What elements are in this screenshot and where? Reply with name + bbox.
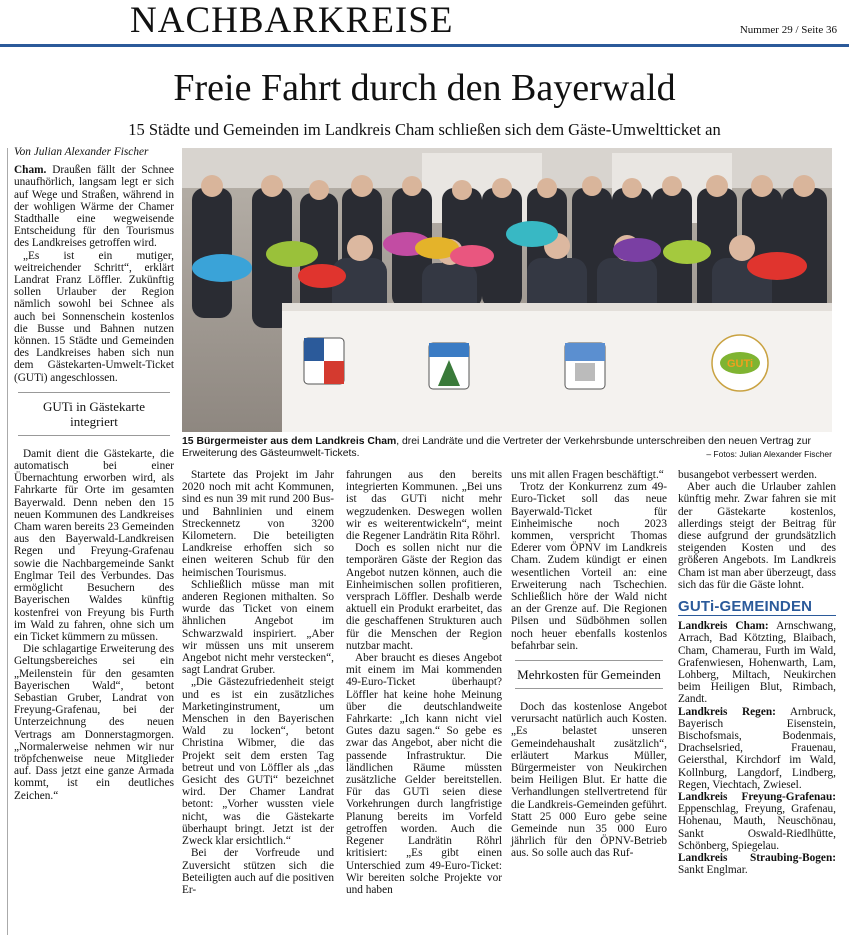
headline: Freie Fahrt durch den Bayerwald <box>173 67 676 109</box>
paragraph: Die schlagartige Erweiterung des Geltungsbereiches sei ein „Meilenstein für den gesamten Bayerischen Wald“, betont Sebastian Gruber, Landrat von Freyung-Grafenau, bei der Unterzeichnung des neuen Vertrags am Donnerstagmorgen. „Normalerweise nehmen wir nur tröpfchenweise neue Mitglieder auf. Dass jetzt eine ganze Armada kommt, ist ein deutliches Zeichen.“ <box>14 643 174 802</box>
municipality-list <box>678 706 836 791</box>
municipality-list <box>678 791 836 852</box>
paragraph: busangebot verbessert werden. <box>678 469 817 481</box>
article-photo <box>182 148 832 432</box>
list-text: Sankt Englmar. <box>678 864 748 877</box>
paragraph: Damit dient die Gästekarte, die automatisch bei einer Übernachtung erworben wird, als Fahrkarte für Orte im gesamten Bayerwald. Denn neben den 15 neuen Kommunen des Landkreises Cham waren bereits 23 Gemeinden aus den Bayerwald-Landkreisen Regen und Freyung-Grafenau sowie die Nachbargemeinde Sankt Englmar Teil des Verbundes. Das ermöglicht Besuchern des Bayerischen Waldes künftig kostenfrei von Freyung bis Furth im Wald zu fahren, ohne sich um ein Ticket kümmern zu müssen. <box>14 447 174 643</box>
paragraph: Doch es sollen nicht nur die temporären Gäste der Region das Angebot nutzen können, auch die Einheimischen sollen profitieren, versprach Löffler. Deshalb werde aktuell ein Produkt erarbeitet, das die geschaffenen Strukturen auch für die Menschen der Region nutzbar macht. <box>346 542 502 652</box>
list-text: Eppenschlag, Freyung, Grafenau, Hohenau, Mauth, Neuschönau, Sankt Oswald-Riedlhütte, Schönberg, Spiegelau. <box>678 803 836 852</box>
byline: Von Julian Alexander Fischer <box>14 146 149 158</box>
paragraph: fahrungen aus den bereits integrierten Kommunen. „Bei uns ist das GUTi nicht mehr wegzudenken. Deswegen wollen wir es weiterentwickeln“, meint die Regener Landrätin Rita Röhrl. <box>346 469 502 543</box>
article-column-1 <box>14 146 174 802</box>
article-column-4 <box>511 469 667 860</box>
paragraph: „Es ist ein mutiger, weitreichender Schritt“, erklärt Landrat Franz Löffler. Zukünftig sollen Urlauber der Region nämlich sowohl bei Schnee als auch bei Sonnenschein kostenlos die Busse und Bahnen nutzen können. 15 Städte und Gemeinden des Landkreises haben sich nun dem Gästekarten-Umwelt-Ticket (GUTi) angeschlossen. <box>14 249 174 384</box>
caption-bold: 15 Bürgermeister aus dem Landkreis Cham <box>182 436 397 447</box>
paragraph: „Die Gästezufriedenheit steigt und es ist ein zusätzliches Marketinginstrument, um Menschen in den Bayerischen Wald zu locken“, betont Christina Wibmer, die das Projekt seit dem ersten Tag betreut und von Löffler als „das Gesicht des GUTi“ bezeichnet wird. Der Chamer Landrat betont: „Vorher wussten viele nicht, was die Gästekarte überhaupt bringt. Jetzt ist der Zweck klar ersichtlich.“ <box>182 676 334 848</box>
list-label: Landkreis Straubing-Bogen: <box>678 852 836 865</box>
list-label: Landkreis Regen: <box>678 705 776 718</box>
interhead-box: Mehrkosten für Gemeinden <box>515 660 663 689</box>
municipality-list <box>678 852 836 876</box>
header-rule <box>0 44 849 47</box>
paragraph: Startete das Projekt im Jahr 2020 noch mit acht Kommunen, sind es nun 39 mit rund 200 Bus- und Bahnlinien und einem Streckennetz von 3200 Kilometern. Die beteiligten Landkreise erhoffen sich so einen weiteren Schub für den heimischen Tourismus. <box>182 469 334 579</box>
paragraph: Trotz der Konkurrenz zum 49-Euro-Ticket soll das neue Bayerwald-Ticket für Einheimische noch 2023 kommen, verspricht Thomas Ederer vom ÖPNV im Landkreis Cham. Zudem kündigt er einen wesentlichen Vorteil an: eine Erweiterung nach Tschechien. Schließlich höre der Wald nicht an der Grenze auf. Die Regionen Pilsen und Südböhmen sollen noch heuer ebenfalls kostenlos befahrbar sein. <box>511 481 667 652</box>
paragraph-text: Draußen fällt der Schnee unaufhörlich, langsam legt er sich auf Wege und Straßen, während in der wohligen Wärme der Chamer Stadthalle eine wegweisende Entscheidung für den Tourismus des Landkreises getroffen wird. <box>14 164 174 250</box>
article-column-5 <box>678 469 836 877</box>
dateline: Cham. <box>14 164 47 177</box>
photo-caption <box>182 436 832 460</box>
list-label: Landkreis Freyung-Grafenau: <box>678 791 836 804</box>
list-label: Landkreis Cham: <box>678 620 769 633</box>
paragraph: Doch das kostenlose Angebot verursacht natürlich auch Kosten. „Es belastet unseren Gemeindehaushalt zusätzlich“, erläutert Markus Müller, Bürgermeister von Neukirchen beim Heiligen Blut. Er hatte die Verhandlungen stellvertretend für die Landkreis-Gemeinden geführt. Statt 25 000 Euro gebe seine Gemeinde nun 35 000 Euro jährlich für den ÖPNV-Betrieb aus. So solle auch das Ruf- <box>511 701 667 860</box>
paragraph: Aber braucht es dieses Angebot mit einem im Mai kommenden 49-Euro-Ticket überhaupt? Löffler hat keine hohe Meinung über die deutschlandweite Fahrkarte: „Ich kann nicht viel Gutes dazu sagen.“ So gebe es zwar das Angebot, aber nicht die passende Infrastruktur. Die ländlichen Räume müssten zusätzliche Gelder bereitstellen. Für das GUTi seien diese Vorkehrungen durch langfristige Planung bereits im Vorfeld getroffen worden. Auch die Regener Landrätin Röhrl kritisiert: „Es gibt einen Unterschied zum 49-Euro-Ticket: Wir bereiten solche Projekte vor und haben <box>346 652 502 896</box>
paragraph: Schließlich müsse man mit anderen Regionen mithalten. So wurde das Ticket von einem ähnlichen Angebot im Schwarzwald inspiriert. „Aber wir müssen uns mit unserem Angebot nicht mehr verstecken“, sagt Landrat Gruber. <box>182 578 334 677</box>
photo-credit: – Fotos: Julian Alexander Fischer <box>706 449 832 459</box>
list-text: Arnbruck, Bayerisch Eisenstein, Bischofsmais, Bodenmais, Drachselsried, Frauenau, Geiersthal, Kirchdorf im Wald, Kollnburg, Langdorf, Lindberg, Regen, Viechtach, Zwiesel. <box>678 705 836 791</box>
article-column-3 <box>346 469 502 896</box>
subheadline: 15 Städte und Gemeinden im Landkreis Cham schließen sich dem Gäste-Umweltticket an <box>128 120 721 139</box>
paragraph: Bei der Vorfreude und Zuversicht stützen sich die Beteiligten auch auf die positiven Er- <box>182 847 334 896</box>
caption-text: , drei Landräte und die Vertreter der Verkehrsbunde unterschreiben den neuen Vertrag zur Erweiterung des Gästeumwelt-Tickets. <box>182 436 811 459</box>
interhead-box: GUTi in Gästekarte integriert <box>18 392 170 436</box>
article-column-2 <box>182 469 334 896</box>
logo-text: GUTi <box>726 358 754 370</box>
municipality-list <box>678 620 836 705</box>
paragraph <box>14 164 174 249</box>
section-title: NACHBARKREISE <box>130 0 454 41</box>
guti-municipalities-heading: GUTi-GEMEINDEN <box>678 601 836 616</box>
paragraph: uns mit allen Fragen beschäftigt.“ <box>511 469 664 481</box>
paragraph: Aber auch die Urlauber zahlen künftig mehr. Zwar fahren sie mit der Gästekarte kostenlos, allerdings steigt der Beitrag für diese aufgrund der grundsätzlich steigenden Kosten und des größeren Angebots. Im Landkreis Cham ist man aber überzeugt, dass sich das für die Gäste lohnt. <box>678 481 836 591</box>
column-rule <box>7 148 8 935</box>
list-text: Arnschwang, Arrach, Bad Kötzting, Blaibach, Cham, Chamerau, Furth im Wald, Grafenwiesen, Hohenwarth, Lam, Lohberg, Miltach, Neukirchen beim Heiligen Blut, Rimbach, Zandt. <box>678 620 837 706</box>
issue-info: Nummer 29 / Seite 36 <box>739 24 837 36</box>
